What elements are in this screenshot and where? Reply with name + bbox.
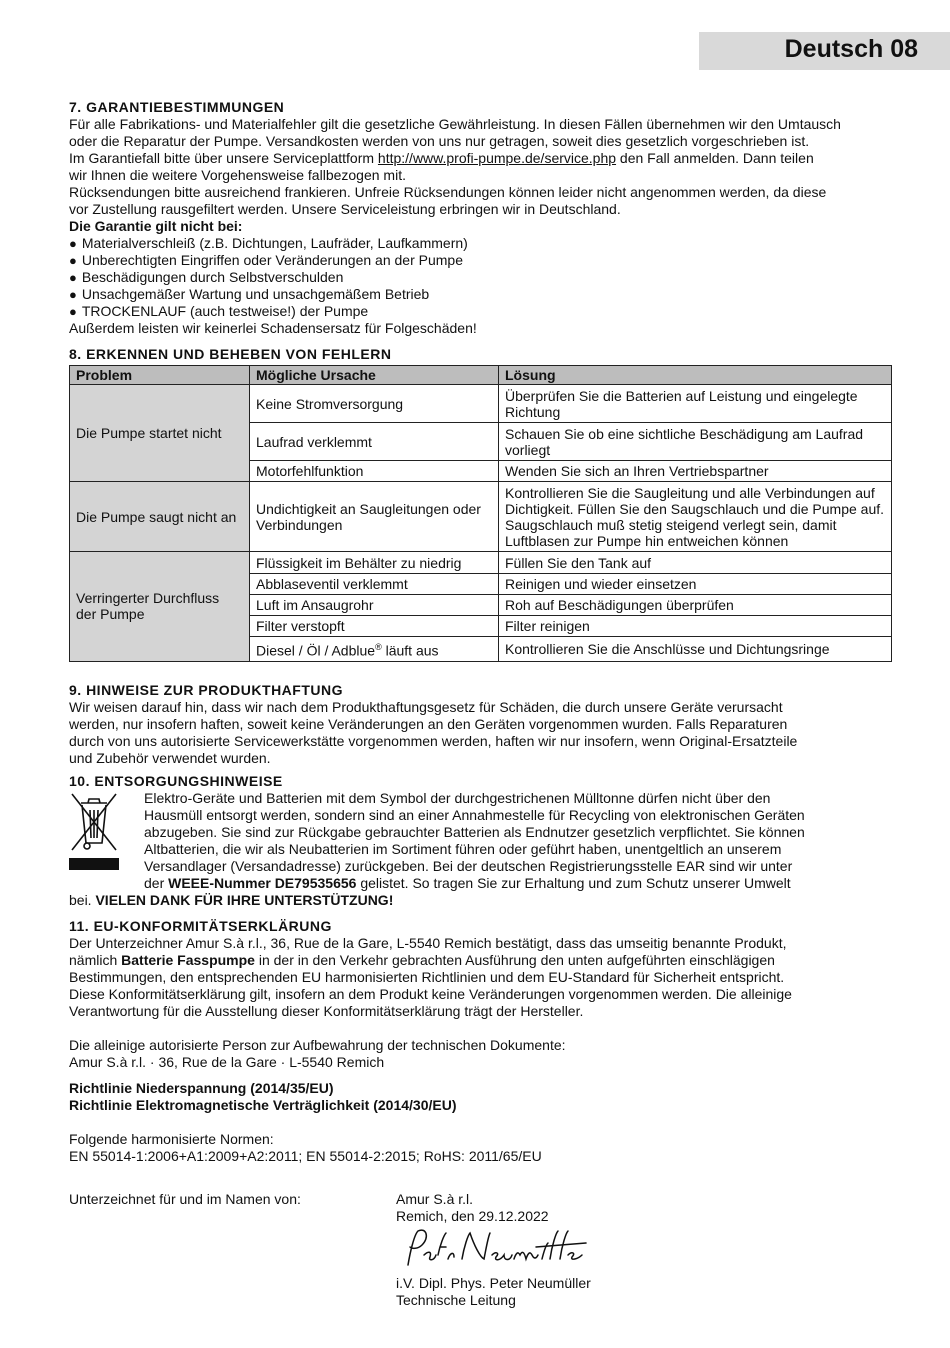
troubleshooting-table (69, 365, 892, 662)
page-language-label: Deutsch 08 (784, 35, 918, 63)
s10-line (69, 892, 895, 909)
signed-for-label: Unterzeichnet für und im Namen von: (69, 1190, 301, 1207)
bullet-item: ● TROCKENLAUF (auch testweise!) der Pumpe (69, 303, 895, 320)
signature-block (69, 1191, 895, 1309)
s11-text: nämlich (69, 951, 122, 968)
solution-cell: Kontrollieren Sie die Saugleitung und alle Verbindungen auf Dichtigkeit. Füllen Sie den Saugschlauch und die Pumpe auf. Saugschlauch muß stetig steigend verlegt sein, damit Luftblasen zur Pumpe hin entweichen können (499, 482, 892, 552)
s10-line: Versandlager (Versandadresse) zurückgeben. Bei der deutschen Registrierungsstelle EAR sind wir unter (144, 857, 793, 874)
section-7-heading: 7. GARANTIEBESTIMMUNGEN (69, 99, 285, 115)
s10-line: abzugeben. Sie sind zur Rückgabe gebrauchter Batterien als Endnutzer gesetzlich verpflichtet. Sie können (144, 823, 805, 840)
table-row (70, 385, 892, 423)
norms-label: Folgende harmonisierte Normen: (69, 1130, 274, 1147)
table-row (70, 482, 892, 552)
registered-mark: ® (375, 642, 382, 652)
solution-cell: Reinigen und wieder einsetzen (499, 574, 892, 595)
s9-line: werden, nur insofern haften, soweit keine Veränderungen an den Geräten vorgenommen wurden. Falls Reparaturen (69, 715, 788, 732)
solution-cell: Kontrollieren Sie die Anschlüsse und Dichtungsringe (499, 637, 892, 662)
s11-line: Diese Konformitätserklärung gilt, insofern an dem Produkt keine Veränderungen vorgenommen werden. Die alleinige (69, 985, 792, 1002)
s7-text: Im Garantiefall bitte über unsere Serviceplattform (69, 150, 378, 166)
document-body (69, 99, 895, 1309)
s7-closing: Außerdem leisten wir keinerlei Schadensersatz für Folgeschäden! (69, 320, 477, 336)
bullet-item: ● Beschädigungen durch Selbstverschulden (69, 269, 895, 286)
handwritten-signature (396, 1225, 596, 1271)
cause-cell: Keine Stromversorgung (250, 385, 499, 423)
section-8-heading: 8. ERKENNEN UND BEHEBEN VON FEHLERN (69, 346, 392, 362)
signer-name: i.V. Dipl. Phys. Peter Neumüller (396, 1274, 591, 1291)
s10-line (144, 875, 895, 892)
s7-line: oder die Reparatur der Pumpe. Versandkosten werden von uns nur getragen, soweit dies gesetzlich vorgeschrieben ist. (69, 133, 810, 149)
page-language-tab (699, 32, 950, 70)
service-link[interactable]: http://www.profi-pumpe.de/service.php (377, 150, 617, 166)
directive-low-voltage: Richtlinie Niederspannung (2014/35/EU) (69, 1079, 334, 1096)
cause-cell: Filter verstopft (250, 616, 499, 637)
s11-line: Bestimmungen, den entsprechenden EU harmonisierten Richtlinien und dem EU-Standard für Sicherheit entspricht. (69, 968, 785, 985)
place-date: Remich, den 29.12.2022 (396, 1207, 549, 1224)
solution-cell: Roh auf Beschädigungen überprüfen (499, 595, 892, 616)
warranty-exclusions-heading: Die Garantie gilt nicht bei: (69, 218, 243, 234)
col-header-cause: Mögliche Ursache (250, 366, 499, 385)
col-header-problem: Problem (70, 366, 250, 385)
problem-cell: Die Pumpe startet nicht (70, 385, 250, 482)
bullet-item: ● Unberechtigten Eingriffen oder Veränderungen an der Pumpe (69, 252, 895, 269)
authorized-person-line: Die alleinige autorisierte Person zur Aufbewahrung der technischen Dokumente: (69, 1036, 566, 1053)
s11-line: Verantwortung für die Ausstellung dieser Konformitätserklärung trägt der Hersteller. (69, 1002, 584, 1019)
authorized-address: Amur S.à r.l. · 36, Rue de la Gare · L-5540 Remich (69, 1053, 385, 1070)
norms-list: EN 55014-1:2006+A1:2009+A2:2011; EN 55014-2:2015; RoHS: 2011/65/EU (69, 1147, 542, 1164)
section-9-heading: 9. HINWEISE ZUR PRODUKTHAFTUNG (69, 681, 343, 698)
solution-cell: Filter reinigen (499, 616, 892, 637)
col-header-solution: Lösung (499, 366, 892, 385)
s11-line (69, 952, 895, 969)
thanks-text: VIELEN DANK FÜR IHRE UNTERSTÜTZUNG! (95, 891, 394, 908)
solution-cell: Schauen Sie ob eine sichtliche Beschädigung am Laufrad vorliegt (499, 423, 892, 461)
cause-text: Diesel / Öl / Adblue (256, 642, 376, 659)
cause-cell: Flüssigkeit im Behälter zu niedrig (250, 552, 499, 574)
cause-cell (250, 637, 499, 662)
signer-role: Technische Leitung (396, 1291, 516, 1308)
section-10-heading: 10. ENTSORGUNGSHINWEISE (69, 772, 283, 789)
section-11-heading: 11. EU-KONFORMITÄTSERKLÄRUNG (69, 917, 332, 934)
problem-cell: Die Pumpe saugt nicht an (70, 482, 250, 552)
s10-text: der (144, 874, 169, 891)
cause-cell: Motorfehlfunktion (250, 461, 499, 482)
bullet-item: ● Unsachgemäßer Wartung und unsachgemäßem Betrieb (69, 286, 895, 303)
cause-cell: Luft im Ansaugrohr (250, 595, 499, 616)
s9-line: und Zubehör verwendet wurden. (69, 749, 271, 766)
disposal-block (69, 790, 895, 909)
solution-cell: Wenden Sie sich an Ihren Vertriebspartner (499, 461, 892, 482)
weee-number: WEEE-Nummer DE79535656 (168, 874, 357, 891)
cause-cell: Abblaseventil verklemmt (250, 574, 499, 595)
directive-emc: Richtlinie Elektromagnetische Verträglichkeit (2014/30/EU) (69, 1096, 457, 1113)
s11-text: in der in den Verkehr gebrachten Ausführung den unten aufgeführten einschlägigen (254, 951, 775, 968)
table-header-row (70, 366, 892, 385)
cause-cell: Laufrad verklemmt (250, 423, 499, 461)
s10-line: Elektro-Geräte und Batterien mit dem Symbol der durchgestrichenen Mülltonne dürfen nicht über den (144, 789, 771, 806)
s10-text: gelistet. So tragen Sie zur Erhaltung und zum Schutz unserer Umwelt (356, 874, 791, 891)
s7-line: Rücksendungen bitte ausreichend frankieren. Unfreie Rücksendungen können leider nicht angenommen werden, da diese (69, 184, 827, 200)
product-name: Batterie Fasspumpe (121, 951, 255, 968)
problem-cell: Verringerter Durchfluss der Pumpe (70, 552, 250, 662)
table-row (70, 552, 892, 574)
s7-line: vor Zustellung rausgefiltert werden. Unsere Serviceleistung erbringen wir in Deutschland. (69, 201, 621, 217)
s10-line: Altbatterien, die wir als Neubatterien im Sortiment führen oder geführt haben, unentgeltlich an unserem (144, 840, 782, 857)
solution-cell: Überprüfen Sie die Batterien auf Leistung und eingelegte Richtung (499, 385, 892, 423)
s9-line: Wir weisen darauf hin, dass wir nach dem Produkthaftungsgesetz für Schäden, die durch unsere Geräte verursacht (69, 698, 783, 715)
s10-text: bei. (69, 891, 96, 908)
s7-line: wir Ihnen die weitere Vorgehensweise fallbezogen mit. (69, 167, 406, 183)
s10-line: Hausmüll entsorgt werden, sondern sind an einer Annahmestelle für Recycling von elektronischen Geräten (144, 806, 805, 823)
company-name: Amur S.à r.l. (396, 1190, 474, 1207)
s7-line: Für alle Fabrikations- und Materialfehler gilt die gesetzliche Gewährleistung. In diesen Fällen übernehmen wir den Umtausch (69, 116, 841, 132)
s7-line (69, 150, 895, 167)
cause-cell: Undichtigkeit an Saugleitungen oder Verbindungen (250, 482, 499, 552)
bullet-item: ● Materialverschleiß (z.B. Dichtungen, Laufräder, Laufkammern) (69, 235, 895, 252)
cause-text: läuft aus (381, 642, 439, 659)
s9-line: durch von uns autorisierte Servicewerkstätte vorgenommen werden, haften wir nur insofern, wenn Original-Ersatzteile (69, 732, 798, 749)
s11-line: Der Unterzeichner Amur S.à r.l., 36, Rue de la Gare, L-5540 Remich bestätigt, dass das umseitig benannte Produkt, (69, 934, 787, 951)
s7-text: den Fall anmelden. Dann teilen (616, 150, 814, 166)
crossed-bin-icon (69, 790, 119, 876)
solution-cell: Füllen Sie den Tank auf (499, 552, 892, 574)
